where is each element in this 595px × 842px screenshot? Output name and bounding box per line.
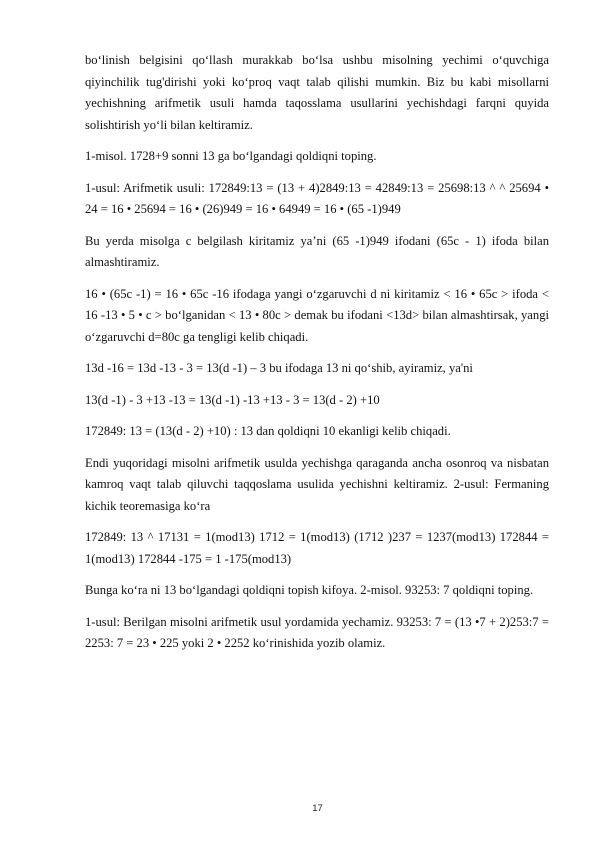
paragraph-substitution-d: 16 • (65c -1) = 16 • 65c -16 ifodaga yangi o‘zgaruvchi d ni kiritamiz < 16 • 65c > ifoda < 16 -13 • 5 • c > bo‘lganidan < 13 • 80c > demak bu ifodani <13d> bilan almashtirsak, yangi o‘zgaruvchi d=80c ga tengligi kelib chiqadi. <box>85 286 549 344</box>
paragraph-equation: 13(d -1) - 3 +13 -13 = 13(d -1) -13 +13 - 3 = 13(d - 2) +10 <box>85 392 380 407</box>
paragraph-example-2: Bunga ko‘ra ni 13 bo‘lgandagi qoldiqni topish kifoya. 2-misol. 93253: 7 qoldiqni toping. <box>85 583 534 597</box>
paragraph-intro: bo‘linish belgisini qo‘llash murakkab bo‘lsa ushbu misolning yechimi o‘quvchiga qiyinchilik tug'dirishi yoki ko‘proq vaqt talab qilishi mumkin. Biz bu kabi misollarni yechishning arifmetik usuli hamda taqosslama usullarini yechishdagi farqni quyida solishtirish yo‘li bilan keltiramiz. <box>85 53 549 132</box>
paragraph-substitution-c: Bu yerda misolga c belgilash kiritamiz ya’ni (65 -1)949 ifodani (65c - 1) ifoda bilan almashtiramiz. <box>85 233 549 269</box>
paragraph-method-2-intro: Endi yuqoridagi misolni arifmetik usulda yechishga qaraganda ancha osonroq va nisbatan kamroq vaqt talab qiluvchi taqqoslama usulida yechishni keltiramiz. 2-usul: Fermaning kichik teoremasiga ko‘ra <box>85 455 549 513</box>
paragraph-method-1-arithmetic: 1-usul: Arifmetik usuli: 172849:13 = (13 + 4)2849:13 = 42849:13 = 25698:13 ^ ^ 25694 • 24 = 16 • 25694 = 16 • (26)949 = 16 • 64949 = 16 • (65 -1)949 <box>85 180 549 216</box>
paragraph-example-1: 1-misol. 1728+9 sonni 13 ga bo‘lgandagi qoldiqni toping. <box>85 149 377 163</box>
document-body <box>85 50 549 665</box>
paragraph-fermat-congruences: 172849: 13 ^ 17131 = 1(mod13) 1712 = 1(mod13) (1712 )237 = 1237(mod13) 172844 = 1(mod13) 172844 -175 = 1 -175(mod13) <box>85 530 549 566</box>
paragraph-add-subtract: 13d -16 = 13d -13 - 3 = 13(d -1) – 3 bu ifodaga 13 ni qo‘shib, ayiramiz, ya'ni <box>85 361 473 375</box>
paragraph-example-2-method-1: 1-usul: Berilgan misolni arifmetik usul yordamida yechamiz. 93253: 7 = (13 •7 + 2)253:7 = 2253: 7 = 23 • 225 yoki 2 • 2252 ko‘rinishida yozib olamiz. <box>85 614 549 650</box>
page-number: 17 <box>312 803 323 814</box>
paragraph-remainder-result: 172849: 13 = (13(d - 2) +10) : 13 dan qoldiqni 10 ekanligi kelib chiqadi. <box>85 424 451 438</box>
